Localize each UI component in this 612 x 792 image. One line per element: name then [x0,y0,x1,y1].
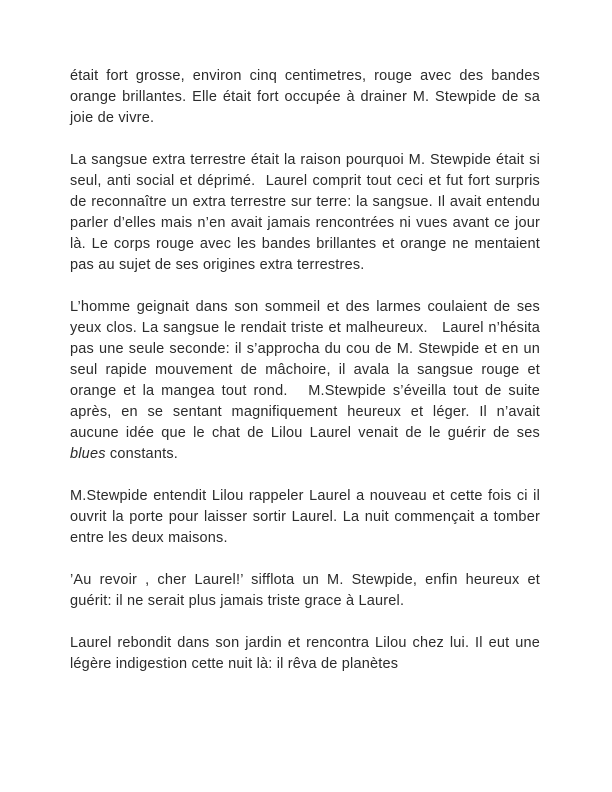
paragraph-6 [70,633,545,675]
paragraph-1 [70,66,545,129]
paragraph-2-text: La sangsue extra terrestre était la raison pourquoi M. Stewpide était si seul, anti social et déprimé. Laurel comprit tout ceci et fut fort surpris de reconnaître un extra terrestre sur terre: la sangsue. Il avait entendu parler d’elles mais n’en avait jamais rencontrées ni vues avant ce jour là. Le corps rouge avec les bandes brillantes et orange ne mentaient pas au sujet de ses origines extra terrestres. [70,152,545,273]
paragraph-1-text: était fort grosse, environ cinq centimetres, rouge avec des bandes orange brillantes. Elle était fort occupée à drainer M. Stewpide de sa joie de vivre. [70,68,545,126]
paragraph-3-text-after-italic: constants. [105,446,178,462]
page-content [70,66,545,675]
paragraph-5-text: ’Au revoir , cher Laurel!’ sifflota un M. Stewpide, enfin heureux et guérit: il ne serait plus jamais triste grace à Laurel. [70,572,545,609]
paragraph-4 [70,486,545,549]
paragraph-6-text: Laurel rebondit dans son jardin et rencontra Lilou chez lui. Il eut une légère indigestion cette nuit là: il rêva de planètes [70,635,545,672]
paragraph-3-text-before-italic: L’homme geignait dans son sommeil et des larmes coulaient de ses yeux clos. La sangsue le rendait triste et malheureux. Laurel n’hésita pas une seule seconde: il s’approcha du cou de M. Stewpide et en un seul rapide mouvement de mâchoire, il avala la sangsue rouge et orange et la mangea tout rond. M.Stewpide s’éveilla tout de suite après, en se sentant magnifiquement heureux et léger. Il n’avait aucune idée que le chat de Lilou Laurel venait de le guérir de ses [70,299,545,441]
paragraph-3-italic-word: blues [70,446,106,462]
paragraph-4-text: M.Stewpide entendit Lilou rappeler Laurel a nouveau et cette fois ci il ouvrit la porte pour laisser sortir Laurel. La nuit commençait a tomber entre les deux maisons. [70,488,545,546]
paragraph-5 [70,570,545,612]
paragraph-3 [70,297,545,465]
paragraph-2 [70,150,545,276]
